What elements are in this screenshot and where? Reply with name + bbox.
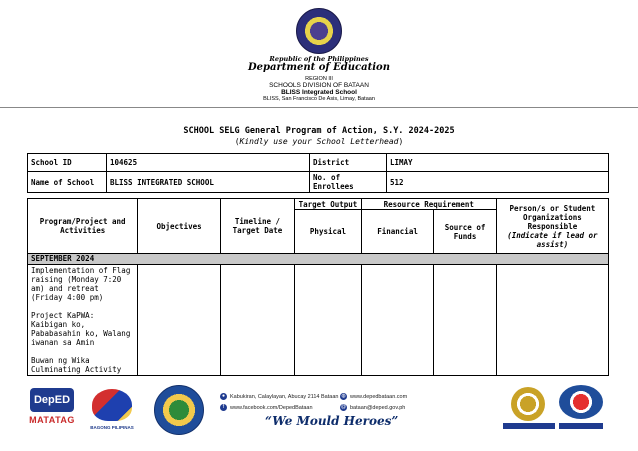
header-financial: Financial [361,210,434,254]
activity-item: Implementation of Flag raising (Monday 7:20 am) and retreat (Friday 4:00 pm) [31,266,131,302]
header-person: Person/s or Student Organizations Responsible (Indicate if lead or assist) [496,199,608,254]
header-target-output: Target Output [295,199,362,210]
bagong-pilipinas-icon [92,389,132,421]
location-icon: ● [221,393,226,399]
header-person-note: (Indicate if lead or assist) [507,230,598,249]
school-name-label: Name of School [28,172,107,193]
republic-text: Republic of the Philippines [269,55,369,63]
bagong-pilipinas-label: BAGONG PILIPINAS [90,425,134,430]
school-info-table [27,153,609,193]
motto-text: “We Mould Heroes” [265,414,399,428]
header-resource: Resource Requirement [361,199,496,210]
award-seal-icon [511,387,545,421]
enrollees-label: No. of Enrollees [310,172,387,193]
matatag-logo: MATATAG [29,415,75,425]
district-value: LIMAY [387,154,609,172]
header-physical: Physical [295,210,362,254]
letterhead-footer [0,383,638,451]
school-ribbon-icon [559,423,603,429]
department-text: Department of Education [248,62,390,73]
program-table [27,198,609,376]
division-text: SCHOOLS DIVISION OF BATAAN [269,82,369,89]
physical-cell [295,265,362,376]
school-address-text: BLISS, San Francisco De Asis, Limay, Bataan [263,96,375,102]
contact-email[interactable]: @ bataan@deped.gov.ph [340,404,406,411]
district-label: District [310,154,387,172]
header-project: Program/Project and Activities [28,199,138,254]
contact-address: ● Kabukiran, Calaylayan, Abucay 2114 Bataan [221,393,339,400]
award-ribbon-icon [503,423,555,429]
person-cell [496,265,608,376]
document-title: SCHOOL SELG General Program of Action, S.Y. 2024-2025 [183,126,455,136]
region-text: REGION III [305,76,333,82]
header-source: Source of Funds [434,210,496,254]
financial-cell [361,265,434,376]
timeline-cell [220,265,294,376]
school-name-text: BLISS Integrated School [281,89,357,96]
deped-logo-icon: DepED [30,388,74,412]
school-seal-icon [559,385,603,419]
globe-icon: ◍ [341,393,346,399]
header-objectives: Objectives [138,199,220,254]
contact-website[interactable]: ◍ www.depedbataan.com [341,393,408,400]
email-icon: @ [340,404,347,410]
header-timeline: Timeline / Target Date [220,199,294,254]
school-id-label: School ID [28,154,107,172]
activity-item: Project KaPWA: Kaibigan ko, Pababasahin ko, Walang iwanan sa Amin [31,311,131,347]
activity-item: Buwan ng Wika Culminating Activity [31,356,122,374]
facebook-icon: f [220,404,227,411]
deped-seal-icon [296,8,342,54]
division-seal-icon [154,385,204,435]
objectives-cell [138,265,220,376]
contact-facebook[interactable]: f www.facebook.com/DepedBataan [220,404,313,411]
header-divider [0,107,638,108]
school-name-value: BLISS INTEGRATED SCHOOL [107,172,310,193]
document-subtitle: (Kindly use your School Letterhead) [234,137,404,146]
activities-cell [28,265,138,376]
month-row: SEPTEMBER 2024 [28,254,609,265]
subtitle-note: Kindly use your School Letterhead [239,137,399,146]
enrollees-value: 512 [387,172,609,193]
source-cell [434,265,496,376]
school-id-value: 104625 [107,154,310,172]
